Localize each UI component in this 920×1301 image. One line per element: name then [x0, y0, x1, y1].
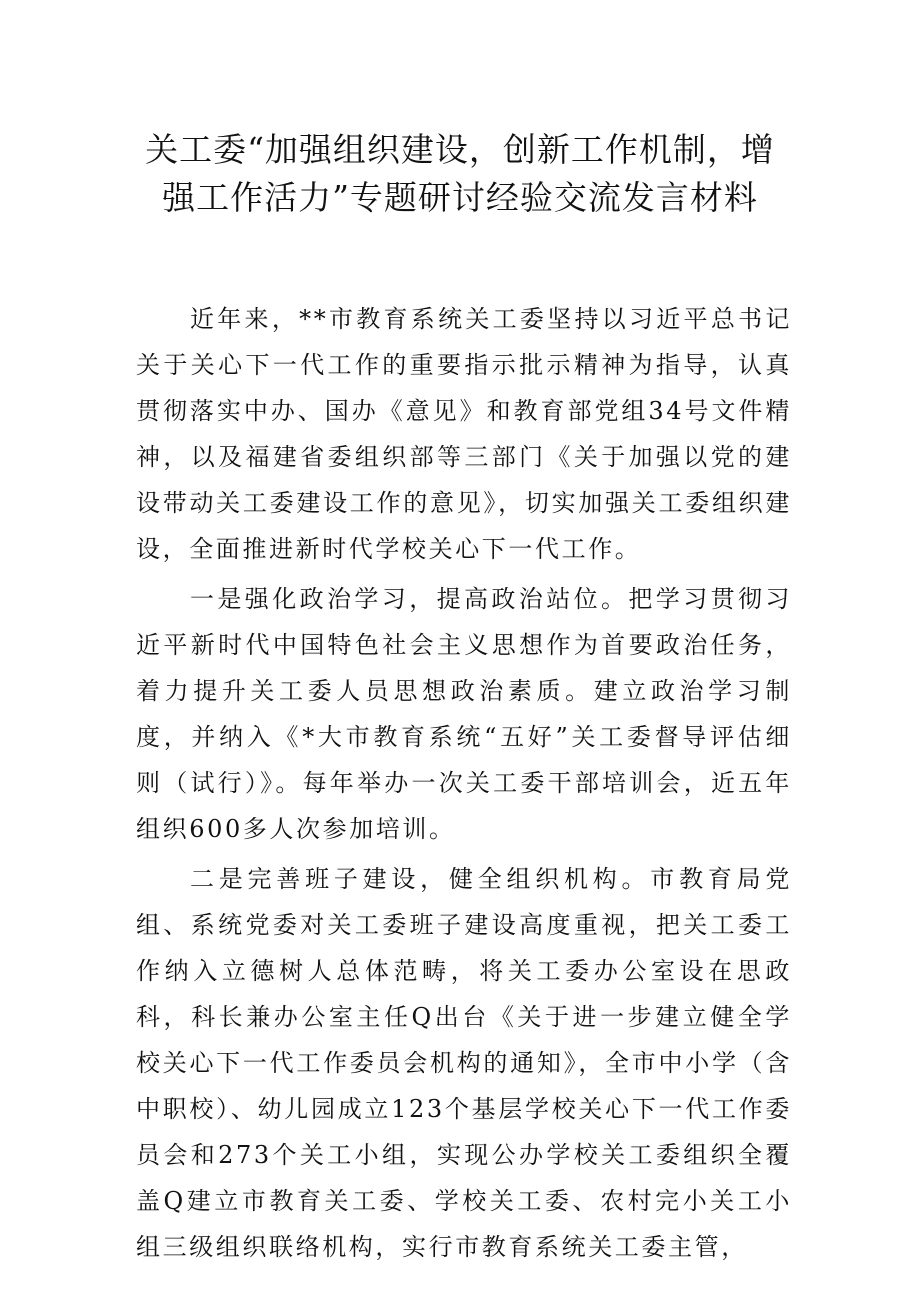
title-line-2: 强工作活力”专题研讨经验交流发言材料 [162, 178, 758, 217]
paragraph-team-building: 二是完善班子建设，健全组织机构。市教育局党组、系统党委对关工委班子建设高度重视，把关工委工作纳入立德树人总体范畴，将关工委办公室设在思政科，科长兼办公室主任Q出台《关于进一步建立健全学校关心下一代工作委员会机构的通知》，全市中小学（含中职校）、幼儿园成立123个基层学校关心下一代工作委员会和273个关工小组，实现公办学校关工委组织全覆盖Q建立市教育关工委、学校关工委、农村完小关工小组三级组织联络机构，实行市教育系统关工委主管， [136, 865, 792, 1261]
document-body [136, 296, 792, 1274]
paragraph-political-study: 一是强化政治学习，提高政治站位。把学习贯彻习近平新时代中国特色社会主义思想作为首要政治任务，着力提升关工委人员思想政治素质。建立政治学习制度，并纳入《*大市教育系统“五好”关工委督导评估细则（试行）》。每年举办一次关工委干部培训会，近五年组织600多人次参加培训。 [136, 585, 792, 843]
title-line-1: 关工委“加强组织建设，创新工作机制，增 [145, 130, 775, 169]
paragraph-intro: 近年来，**市教育系统关工委坚持以习近平总书记关于关心下一代工作的重要指示批示精神为指导，认真贯彻落实中办、国办《意见》和教育部党组34号文件精神，以及福建省委组织部等三部门《关于加强以党的建设带动关工委建设工作的意见》，切实加强关工委组织建设，全面推进新时代学校关心下一代工作。 [136, 305, 792, 563]
document-title [120, 126, 800, 222]
